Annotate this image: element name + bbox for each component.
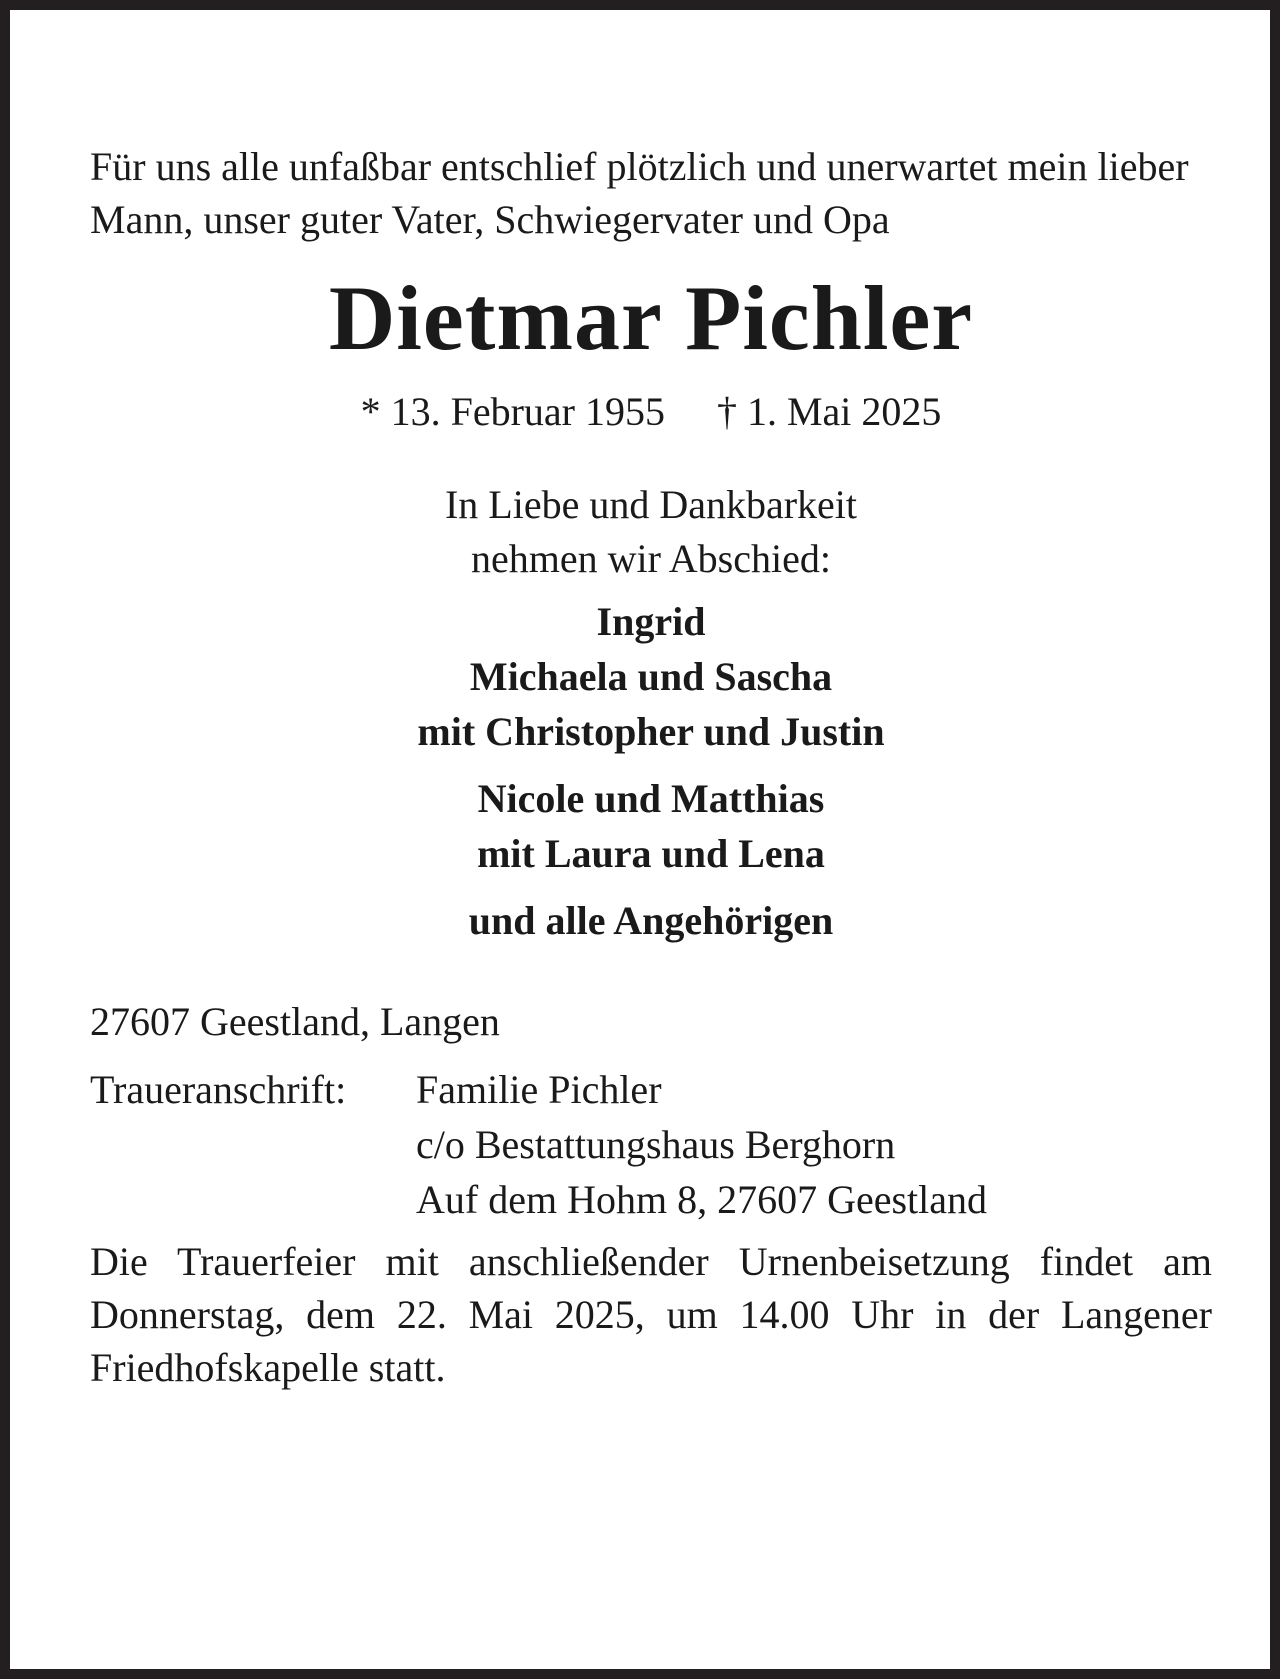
death-date: † 1. Mai 2025 [716, 389, 942, 434]
mourner-group [90, 893, 1212, 948]
farewell-text [90, 478, 1212, 586]
mourner-line: Nicole und Matthias [477, 776, 825, 821]
mourners-list [90, 594, 1212, 948]
address-line: Auf dem Hohm 8, 27607 Geestland [416, 1177, 988, 1222]
obituary-content [90, 140, 1212, 1434]
mourner-group [90, 594, 1212, 759]
place-of-residence: 27607 Geestland, Langen [90, 999, 500, 1044]
life-dates [90, 388, 1212, 436]
mourner-line: Michaela und Sascha [469, 654, 833, 699]
intro-text: Für uns alle unfaßbar entschlief plötzlich und unerwartet mein lieber Mann, unser guter Vater, Schwiegervater und Opa [90, 144, 1189, 242]
mourner-line: und alle Angehörigen [468, 898, 834, 943]
address-lines [416, 1062, 1212, 1227]
address-line: c/o Bestattungshaus Berghorn [416, 1122, 896, 1167]
mourner-line: mit Laura und Lena [477, 831, 825, 876]
farewell-line: nehmen wir Abschied: [471, 536, 831, 581]
mourner-line: Ingrid [596, 599, 706, 644]
deceased-name: Dietmar Pichler [328, 267, 974, 369]
mourner-group [90, 771, 1212, 881]
address-label: Traueranschrift: [90, 1067, 347, 1112]
birth-date: * 13. Februar 1955 [360, 389, 665, 434]
mourner-line: mit Christopher und Justin [417, 709, 885, 754]
funeral-info: Die Trauerfeier mit anschließender Urnenbeisetzung findet am Donnerstag, dem 22. Mai 2025, um 14.00 Uhr in der Langener Friedhofskapelle statt. [90, 1239, 1212, 1390]
address-line: Familie Pichler [416, 1067, 662, 1112]
mourning-address [90, 1062, 1212, 1227]
farewell-line: In Liebe und Dankbarkeit [444, 482, 858, 527]
